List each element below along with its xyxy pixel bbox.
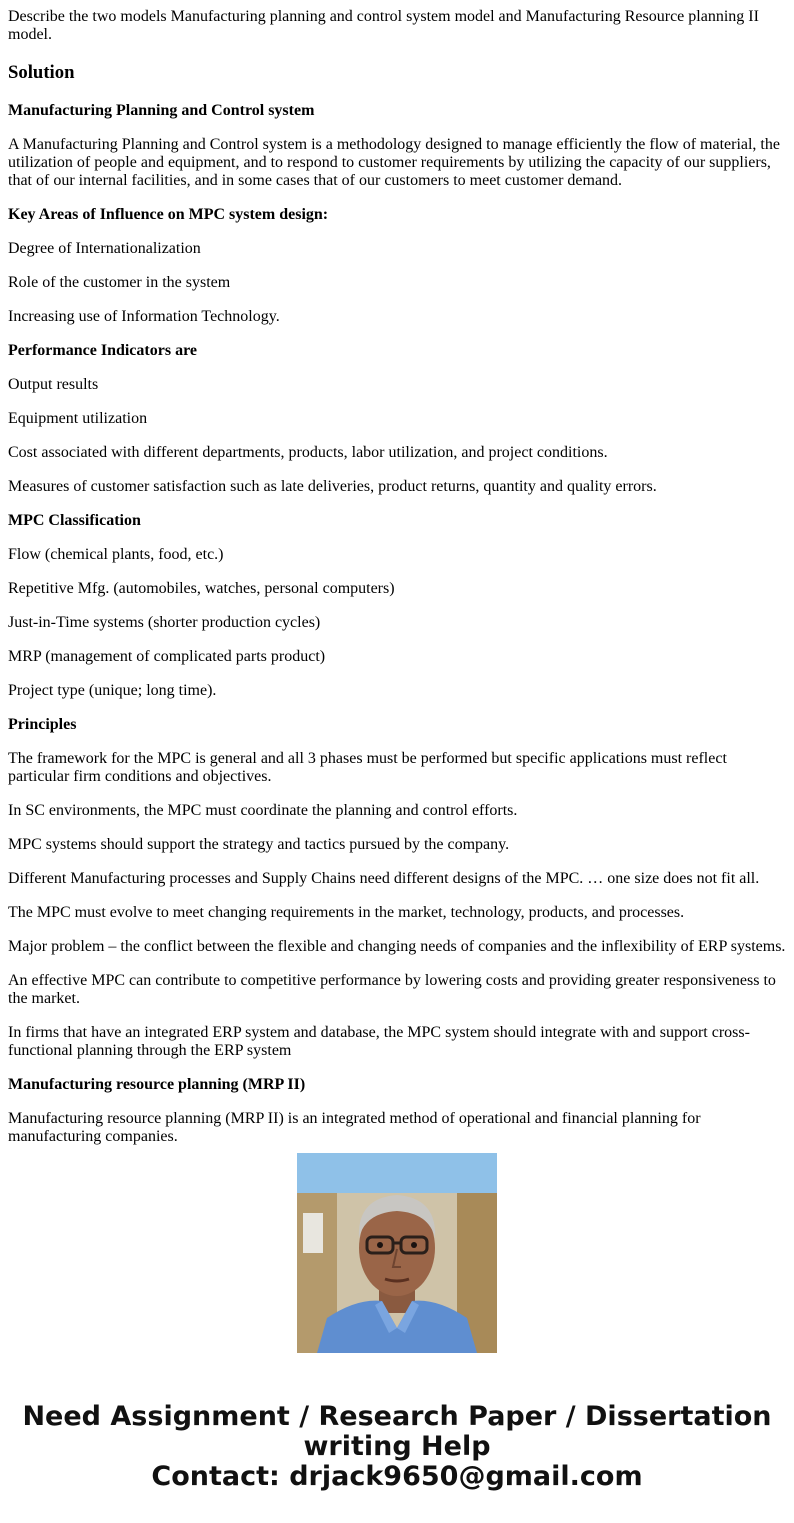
solution-heading: Solution — [8, 62, 75, 83]
principles-heading: Principles — [8, 716, 77, 733]
principle-item: The MPC must evolve to meet changing requirements in the market, technology, products, and processes. — [8, 904, 685, 921]
key-area-item: Increasing use of Information Technology. — [8, 308, 280, 325]
classification-item: MRP (management of complicated parts product) — [8, 648, 326, 665]
footer-banner — [0, 1402, 794, 1492]
classification-item: Flow (chemical plants, food, etc.) — [8, 546, 224, 563]
performance-item: Measures of customer satisfaction such as late deliveries, product returns, quantity and quality errors. — [8, 478, 657, 495]
mrp2-intro-paragraph: Manufacturing resource planning (MRP II) is an integrated method of operational and financial planning for manufacturing companies. — [8, 1110, 701, 1145]
performance-item: Cost associated with different departments, products, labor utilization, and project conditions. — [8, 444, 608, 461]
avatar-portrait-icon — [297, 1153, 497, 1353]
principle-item: In firms that have an integrated ERP system and database, the MPC system should integrate with and support cross-functional planning through the ERP system — [8, 1024, 750, 1059]
principle-item: In SC environments, the MPC must coordinate the planning and control efforts. — [8, 802, 518, 819]
performance-heading: Performance Indicators are — [8, 342, 197, 359]
principle-item: MPC systems should support the strategy and tactics pursued by the company. — [8, 836, 510, 853]
performance-item: Equipment utilization — [8, 410, 148, 427]
footer-help-text: Need Assignment / Research Paper / Dissertation writing Help — [22, 1401, 772, 1462]
classification-item: Project type (unique; long time). — [8, 682, 217, 699]
author-avatar — [297, 1153, 497, 1353]
footer-contact-text: Contact: drjack9650@gmail.com — [151, 1461, 643, 1492]
principle-item: An effective MPC can contribute to competitive performance by lowering costs and providing greater responsiveness to the market. — [8, 972, 776, 1007]
classification-heading: MPC Classification — [8, 512, 141, 529]
mpc-intro-paragraph: A Manufacturing Planning and Control system is a methodology designed to manage efficiently the flow of material, the utilization of people and equipment, and to respond to customer requirements by utilizing the capacity of our suppliers, that of our internal facilities, and in some cases that of our customers to meet customer demand. — [8, 136, 780, 189]
principle-item: Different Manufacturing processes and Supply Chains need different designs of the MPC. … one size does not fit all. — [8, 870, 760, 887]
mrp2-heading: Manufacturing resource planning (MRP II) — [8, 1076, 306, 1093]
document-body — [8, 0, 788, 1145]
question-text: Describe the two models Manufacturing planning and control system model and Manufacturing Resource planning II model. — [8, 8, 759, 43]
classification-item: Just-in-Time systems (shorter production cycles) — [8, 614, 321, 631]
classification-item: Repetitive Mfg. (automobiles, watches, personal computers) — [8, 580, 395, 597]
principle-item: Major problem – the conflict between the flexible and changing needs of companies and the inflexibility of ERP systems. — [8, 938, 786, 955]
principle-item: The framework for the MPC is general and all 3 phases must be performed but specific applications must reflect particular firm conditions and objectives. — [8, 750, 727, 785]
key-area-item: Role of the customer in the system — [8, 274, 231, 291]
mpc-heading: Manufacturing Planning and Control system — [8, 102, 315, 119]
key-area-item: Degree of Internationalization — [8, 240, 201, 257]
key-areas-heading: Key Areas of Influence on MPC system design: — [8, 206, 329, 223]
performance-item: Output results — [8, 376, 99, 393]
